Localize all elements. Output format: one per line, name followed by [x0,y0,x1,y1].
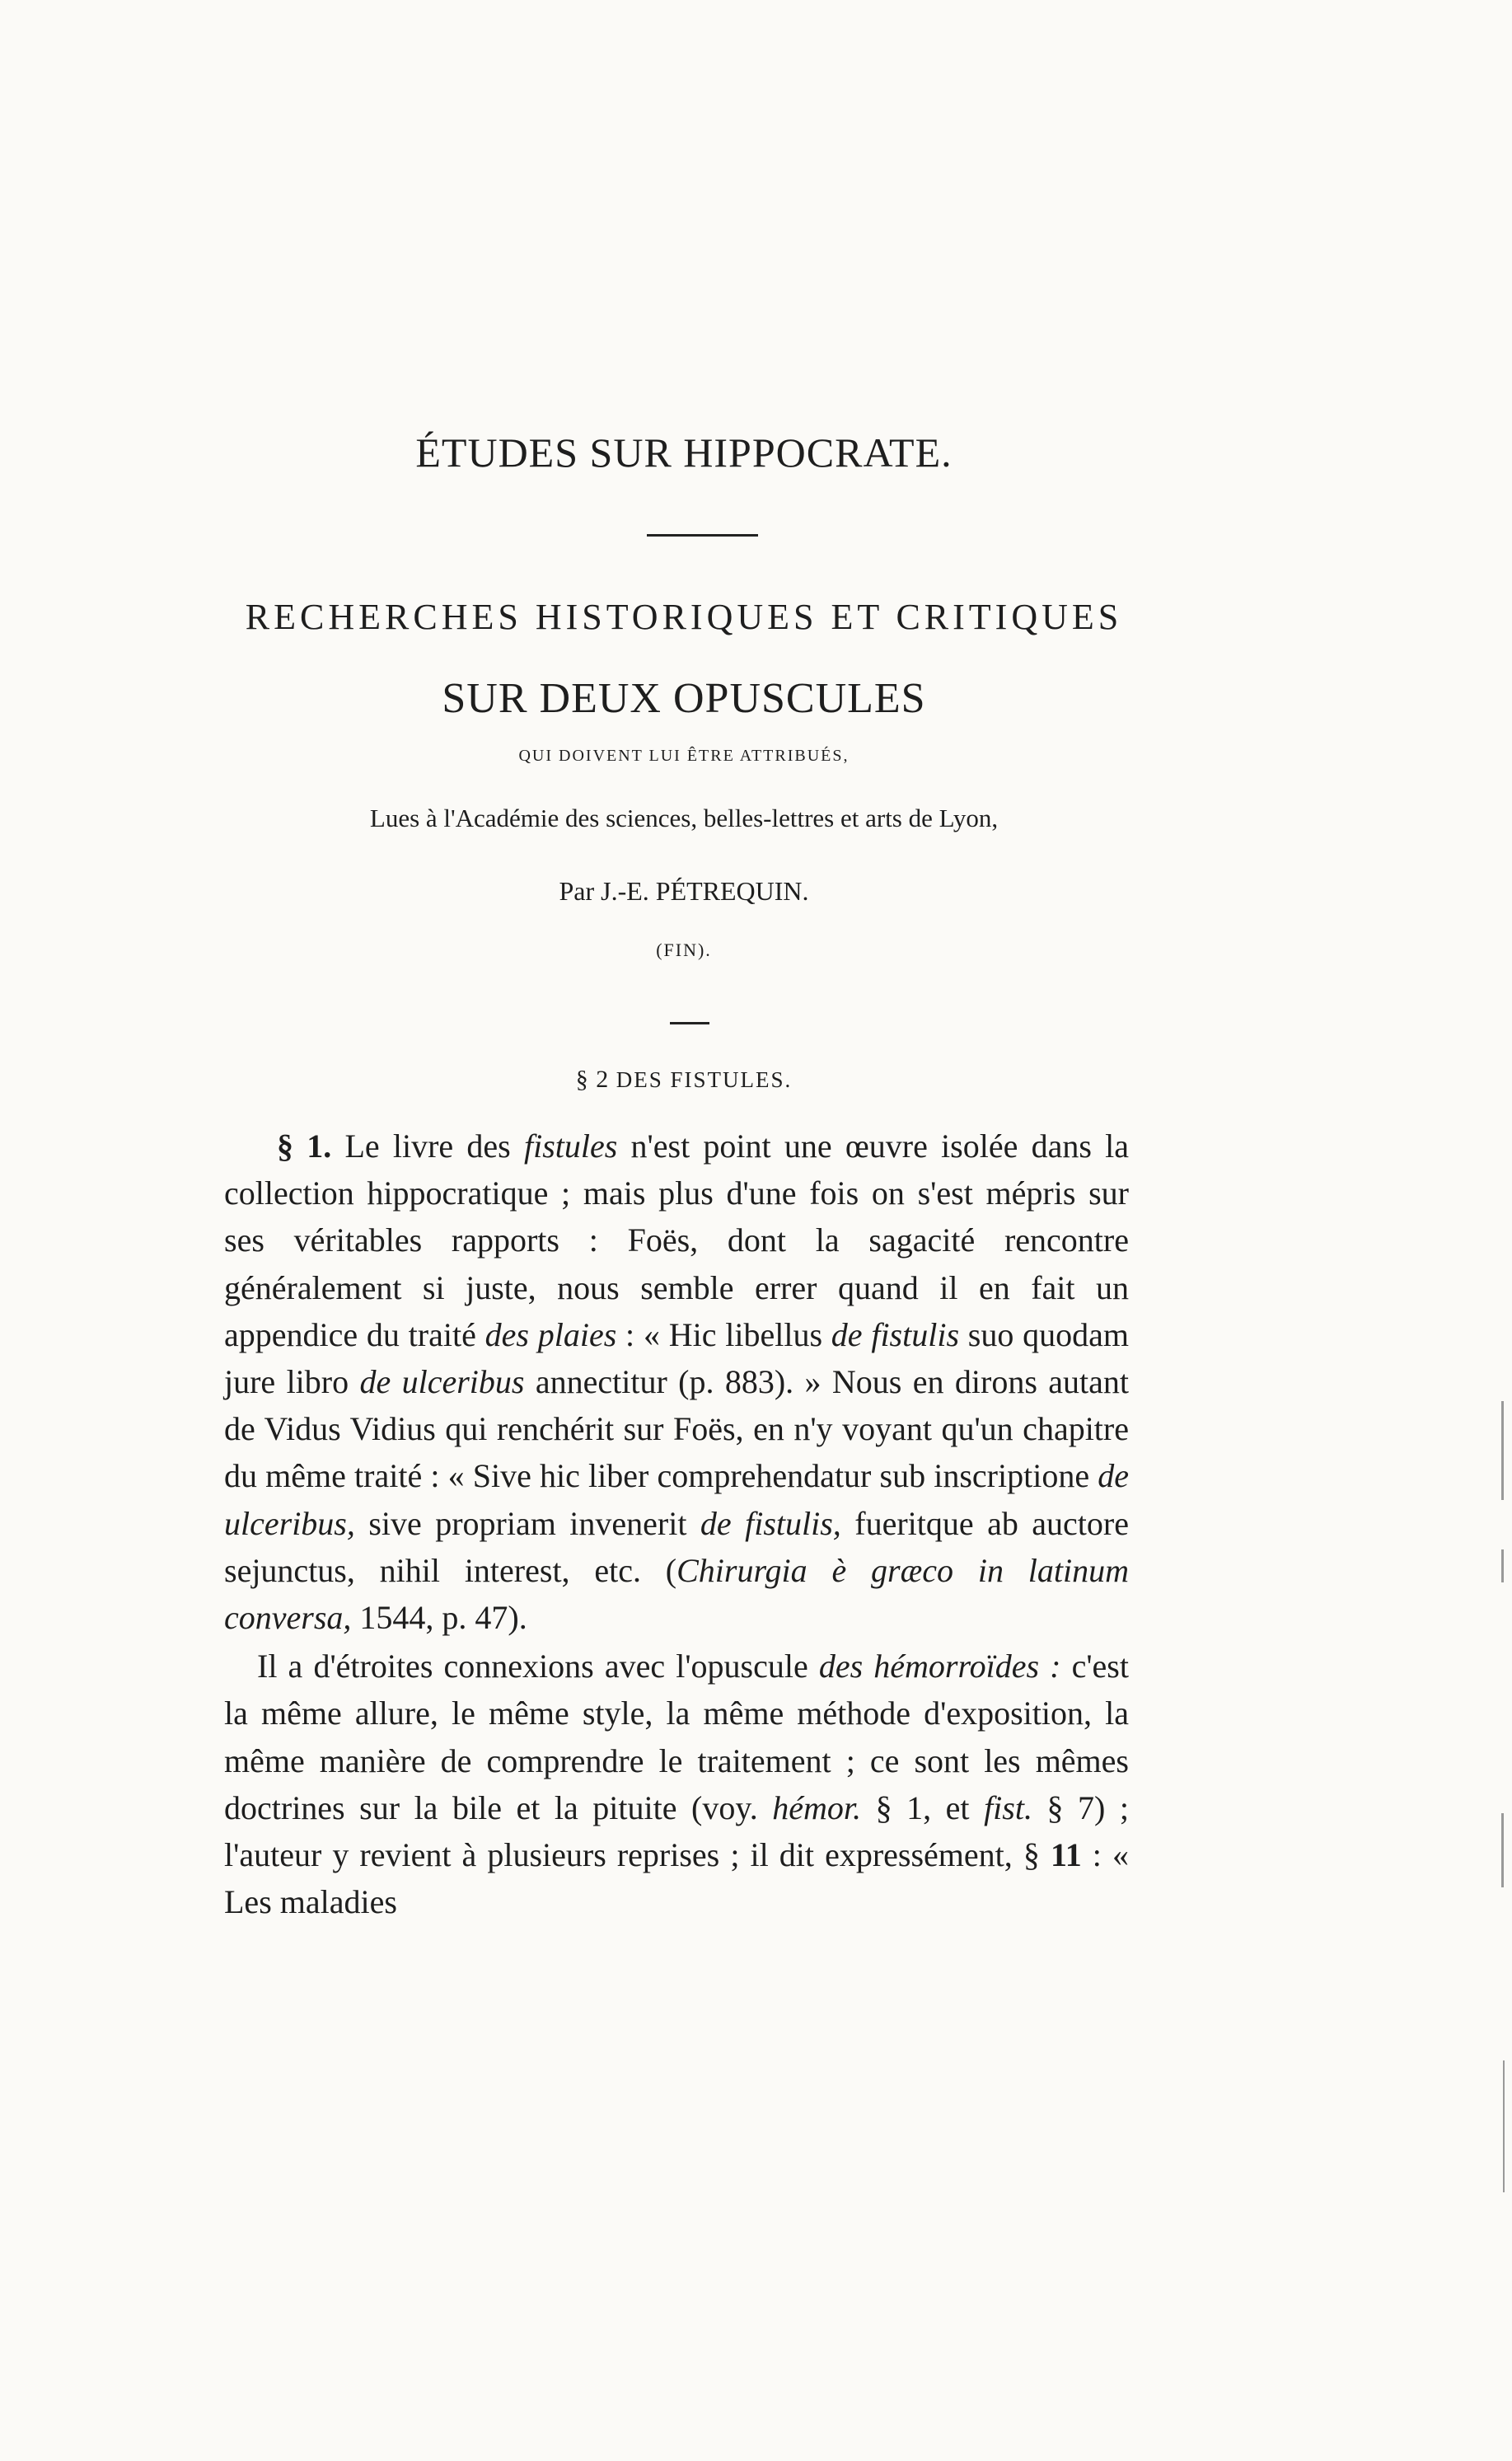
text-span: c'est la même allure, le même style, la même méthode d'exposition, la même manière de comprendre le traitement ; ce sont les mêmes doctrines sur la bile et la pituite (voy. [224,1648,1129,1826]
paragraph-number: § 1. [277,1127,332,1165]
text-span: Il a d'étroites connexions avec l'opuscule [257,1648,819,1685]
subtitle-line-2: SUR DEUX OPUSCULES [442,675,926,722]
italic-span: de fistulis, [700,1504,841,1542]
subtitle-line-1: RECHERCHES HISTORIQUES ET CRITIQUES [245,597,1123,637]
fin-note: (FIN). [656,940,712,960]
text-span: : « Les maladies [224,1836,1129,1921]
text-span: § 1, et [861,1788,985,1826]
scan-mark [1503,2060,1505,2192]
italic-span: Chirurgia è græco in latinum conversa, [224,1551,1129,1637]
section-title: DES FISTULES. [616,1067,793,1092]
text-span: n'est point une œuvre isolée dans la collection hippocratique ; mais plus d'une fois on s'est mépris sur ses véritables rapports : Foës, dont la sagacité rencontre généralement si juste, nous semble errer quand il en fait un appendice du traité [224,1127,1129,1353]
section-heading [222,1066,1145,1094]
subtitle-line-3: QUI DOIVENT LUI ÊTRE ATTRIBUÉS, [518,747,850,765]
text-span: : « Hic libellus [616,1315,831,1353]
paragraph-2 [224,1643,1129,1925]
author-line: Par J.-E. PÉTREQUIN. [559,876,809,906]
italic-span: hémor. [772,1788,862,1826]
bold-span: 11 [1050,1836,1082,1874]
italic-span: fistules [523,1127,618,1165]
text-span: fueritque ab auctore sejunctus, nihil interest, etc. ( [224,1504,1129,1589]
scan-mark [1501,1813,1504,1887]
italic-span: de fistulis [831,1315,960,1353]
body-text [224,1123,1129,1925]
text-span: 1544, p. 47). [351,1599,527,1637]
section-divider [670,1022,709,1024]
paragraph-1 [224,1123,1129,1641]
italic-span: des hémorroïdes : [818,1648,1061,1685]
scan-mark [1501,1401,1504,1500]
text-span: annectitur (p. 883). » Nous en dirons autant de Vidus Vidius qui renchérit sur Foës, en n'y voyant qu'un chapitre du même traité : « Sive hic liber comprehendatur sub inscriptione [224,1363,1129,1495]
scan-mark [1501,1549,1504,1582]
page-title: ÉTUDES SUR HIPPOCRATE. [415,429,953,476]
title-divider [647,534,758,537]
italic-span: des plaies [484,1315,617,1353]
text-span: suo quodam jure libro [224,1315,1130,1401]
text-span: § 7) ; l'auteur y revient à plusieurs reprises ; il dit expressément, § [224,1788,1129,1874]
italic-span: fist. [984,1788,1032,1826]
text-span: Le livre des [331,1127,524,1165]
section-number: § 2 [575,1066,610,1093]
italic-span: de ulceribus [359,1363,525,1401]
italic-span: de ulceribus, [224,1457,1129,1542]
text-span: sive propriam invenerit [354,1504,700,1542]
read-at-line: Lues à l'Académie des sciences, belles-lettres et arts de Lyon, [369,804,999,832]
